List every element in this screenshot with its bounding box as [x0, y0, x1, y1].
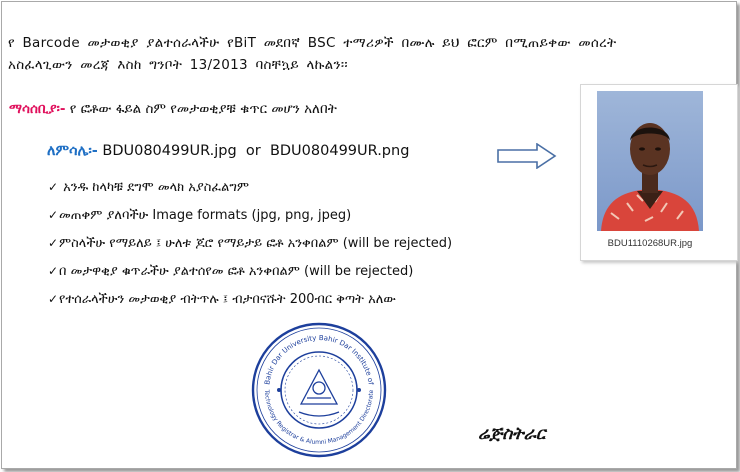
seal-top-text: Bahir Dar University Bahir Dar Institute of: [263, 333, 375, 386]
registrar-seal-stamp: [249, 320, 389, 460]
registrar-signature: ሬጅስትራር: [478, 424, 546, 444]
list-item: ✓መጠቀም ያለባችሁ Image formats (jpg, png, jpeg): [48, 208, 352, 223]
note-line: [9, 101, 337, 117]
sample-portrait: [597, 91, 703, 231]
seal-bottom-text: Technology Registrar & Alumni Management Directorate: [262, 389, 376, 447]
svg-text:Technology Registrar & Alumni: [263, 389, 375, 446]
example-lead: ለምሳሌ፡-: [47, 143, 98, 159]
sample-photo-card: [580, 84, 738, 261]
intro-line-2: አስፈላጊውን መረጃ እስከ ግንቦት 13/2013 ባስቸኳይ ላኩልን፡፡: [8, 57, 348, 73]
list-item: ✓በ መታዋቂያ ቁጥራችሁ ያልተሰየመ ፎቶ አንቀበልም (will be rejected): [48, 264, 414, 279]
note-lead: ማሳሰቢያ፡-: [9, 101, 66, 117]
check-icon: ✓: [48, 292, 59, 306]
list-item: ✓ አንዱ ከላካቹ ደግሞ መላክ አያስፈልግም: [48, 180, 250, 195]
check-icon: ✓: [48, 180, 59, 194]
check-icon: ✓: [48, 208, 59, 222]
right-arrow-icon: [497, 143, 557, 169]
intro-line-1: የ Barcode መታወቂያ ያልተሰራላችሁ የBiT መደበኛ BSC ተማሪዎች በሙሉ ይህ ፎርም በሚጠይቀው መሰረት: [8, 35, 617, 51]
photo-filename: BDU1110268UR.jpg: [607, 238, 693, 249]
note-text: የ ፎቶው ፋይል ስም የመታወቂያቹ ቁጥር መሆን አለበት: [69, 101, 337, 117]
requirements-list: [48, 178, 452, 318]
example-line: [47, 143, 409, 159]
check-icon: ✓: [48, 264, 59, 278]
list-item: ✓የተሰራላችሁን መታወቂያ ብትጥሉ ፤ ብታበናሹት 200ብር ቅጣት አለው: [48, 292, 396, 307]
example-text: BDU080499UR.jpg or BDU080499UR.png: [102, 143, 410, 159]
intro-paragraph: [8, 32, 732, 76]
list-item: ✓ምስላችሁ የማይለይ ፤ ሁለቱ ጆሮ የማይታይ ፎቶ አንቀበልም (will be rejected): [48, 236, 453, 251]
check-icon: ✓: [48, 236, 59, 250]
